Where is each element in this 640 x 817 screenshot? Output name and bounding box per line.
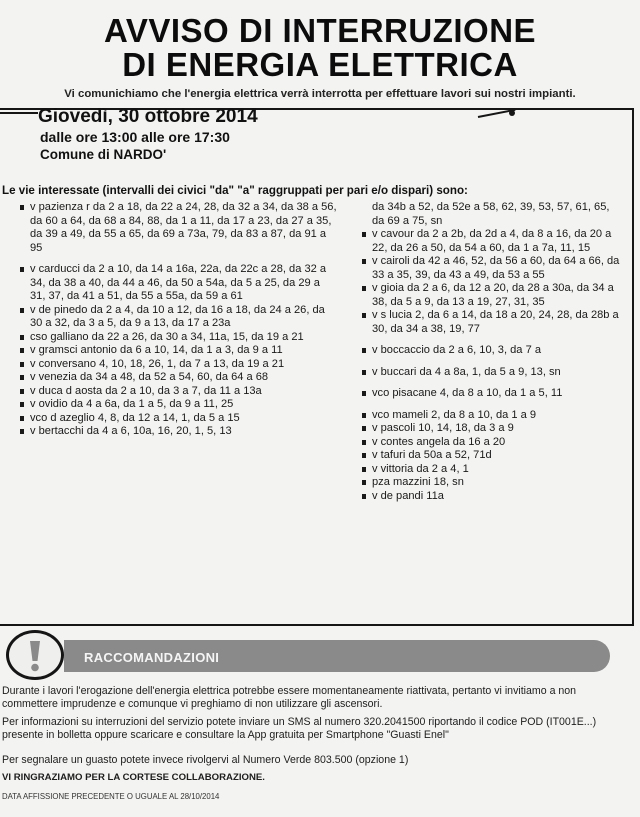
street-item [362,282,624,309]
bullet-icon [362,232,366,237]
street-continuation: da 34b a 52, da 52e a 58, 62, 39, 53, 57, 61, 65, da 69 a 75, sn [372,201,610,227]
street-item [20,385,338,399]
street-item [362,387,624,401]
street-item [20,412,338,426]
street-text: v conversano 4, 10, 18, 26, 1, da 7 a 13, da 19 a 21 [30,357,285,370]
streets-list-right [362,201,624,503]
bullet-icon [20,362,24,367]
bullet-icon [20,375,24,380]
street-item [362,255,624,282]
title-line-1: AVVISO DI INTERRUZIONE [103,12,537,49]
notice-title [0,14,640,82]
street-text: v ovidio da 4 a 6a, da 1 a 5, da 9 a 11, 25 [30,398,234,410]
bullet-icon [20,267,24,272]
bullet-icon [362,494,366,499]
recommendations-label: RACCOMANDAZIONI [84,650,220,665]
street-item [362,422,624,436]
street-text: v buccari da 4 a 8a, 1, da 5 a 9, 13, sn [372,365,561,378]
bullet-icon [20,429,24,434]
recommendation-paragraph-1: Durante i lavori l'erogazione dell'energia elettrica potrebbe essere momentaneamente riattivata, pertanto vi invitiamo a non commettere imprudenze e comunque vi preghiamo di non utilizzare gli ascensori. [2,685,577,710]
street-text: v contes angela da 16 a 20 [372,435,506,448]
recommendation-paragraph-2: Per informazioni su interruzioni del servizio potete inviare un SMS al numero 320.2041500 riportando il codice POD (IT001E...) presente in bolletta oppure scaricare e consultare la App gratuita per Smartphone "Guasti Enel" [2,716,597,741]
street-text: v duca d aosta da 2 a 10, da 3 a 7, da 11 a 13a [30,384,262,397]
street-item [20,425,338,439]
bullet-icon [20,205,24,210]
street-text: v de pinedo da 2 a 4, da 10 a 12, da 16 a 18, da 24 a 26, da 30 a 32, da 3 a 5, da 9 a 13, da 17 a 23a [30,303,325,329]
bullet-icon [362,426,366,431]
bullet-icon [20,335,24,340]
street-text: v cavour da 2 a 2b, da 2d a 4, da 8 a 16, da 20 a 22, da 26 a 50, da 54 a 60, da 1 a 7a, 11, 15 [372,228,612,254]
street-text: v pascoli 10, 14, 18, da 3 a 9 [372,422,514,434]
bullet-icon [362,413,366,418]
bullet-icon [20,402,24,407]
bullet-icon [362,370,366,375]
street-item [20,263,338,304]
thanks-line: VI RINGRAZIAMO PER LA CORTESE COLLABORAZIONE. [2,772,265,783]
bullet-icon [362,467,366,472]
street-text: v gioia da 2 a 6, da 12 a 20, da 28 a 30a, da 34 a 38, da 5 a 9, da 13 a 19, 27, 31, 35 [372,282,614,308]
street-text: v de pandi 11a [372,489,444,502]
exclamation-icon [25,639,45,673]
street-item [362,490,624,504]
title-line-2: DI ENERGIA ELETTRICA [122,46,518,83]
outage-date: Giovedì, 30 ottobre 2014 [38,106,258,127]
notice-subtitle: Vi comunichiamo che l'energia elettrica verrà interrotta per effettuare lavori sui nostri impianti. [64,88,576,100]
street-item [362,366,624,380]
bullet-icon [20,389,24,394]
street-text: pza mazzini 18, sn [372,476,464,488]
street-text: v gramsci antonio da 6 a 10, 14, da 1 a 3, da 9 a 11 [30,344,283,356]
street-item [20,304,338,331]
street-text: vco pisacane 4, da 8 a 10, da 1 a 5, 11 [372,387,563,399]
street-item [362,476,624,490]
bullet-icon [362,259,366,264]
street-item [362,228,624,255]
street-item [20,344,338,358]
bullet-icon [362,480,366,485]
street-text: v boccaccio da 2 a 6, 10, 3, da 7 a [372,344,541,356]
streets-intro: Le vie interessate (intervalli dei civici "da" "a" raggruppati per pari e/o dispari) sono: [2,184,468,197]
street-text: v cairoli da 42 a 46, 52, da 56 a 60, da 64 a 66, da 33 a 35, 39, da 43 a 49, da 53 a 55 [372,255,620,281]
street-item [362,309,624,336]
street-text: v tafuri da 50a a 52, 71d [372,449,492,461]
street-text: v venezia da 34 a 48, da 52 a 54, 60, da 64 a 68 [30,371,269,383]
street-text: v carducci da 2 a 10, da 14 a 16a, 22a, da 22c a 28, da 32 a 34, da 38 a 40, da 44 a 46, da 50 a 54a, da 5 a 25, da 29 a 31, 37, da 41 a 51, da 55 a 55a, da 59 a 61 [30,263,327,302]
street-text: v s lucia 2, da 6 a 14, da 18 a 20, 24, 28, da 28b a 30, da 34 a 38, 19, 77 [372,309,619,335]
street-item [20,358,338,372]
street-text: v pazienza r da 2 a 18, da 22 a 24, 28, da 32 a 34, da 38 a 56, da 60 a 64, da 68 a 84, 88, da 1 a 11, da 17 a 23, da 27 a 35, da 39 a 49, da 55 a 65, da 69 a 73a, 79, da 83 a 87, da 91 a 95 [30,201,337,254]
posting-date: DATA AFFISSIONE PRECEDENTE O UGUALE AL 28/10/2014 [2,792,220,801]
street-text: cso galliano da 22 a 26, da 30 a 34, 11a, 15, da 19 a 21 [30,330,304,343]
street-item [362,436,624,450]
street-item [20,371,338,385]
street-text: v bertacchi da 4 a 6, 10a, 16, 20, 1, 5, 13 [30,425,232,437]
bullet-icon [20,348,24,353]
streets-list-left [20,201,338,439]
street-item [20,201,338,255]
bullet-icon [362,440,366,445]
bullet-icon [362,391,366,396]
street-item [20,331,338,345]
street-item [362,409,624,423]
recommendation-paragraph-3: Per segnalare un guasto potete invece rivolgervi al Numero Verde 803.500 (opzione 1) [2,754,409,766]
street-item [362,344,624,358]
bullet-icon [20,416,24,421]
bullet-icon [362,453,366,458]
street-item [20,398,338,412]
street-text: vco d azeglio 4, 8, da 12 a 14, 1, da 5 a 15 [30,411,240,424]
bullet-icon [362,348,366,353]
pointer-dot [509,110,515,116]
bullet-icon [362,286,366,291]
outage-comune: Comune di NARDO' [40,147,167,162]
street-text: v vittoria da 2 a 4, 1 [372,462,469,475]
pointer-line-left [0,112,38,114]
street-item [362,449,624,463]
street-item [362,463,624,477]
bullet-icon [20,308,24,313]
street-text: vco mameli 2, da 8 a 10, da 1 a 9 [372,408,537,421]
bullet-icon [362,313,366,318]
outage-time: dalle ore 13:00 alle ore 17:30 [40,129,230,145]
